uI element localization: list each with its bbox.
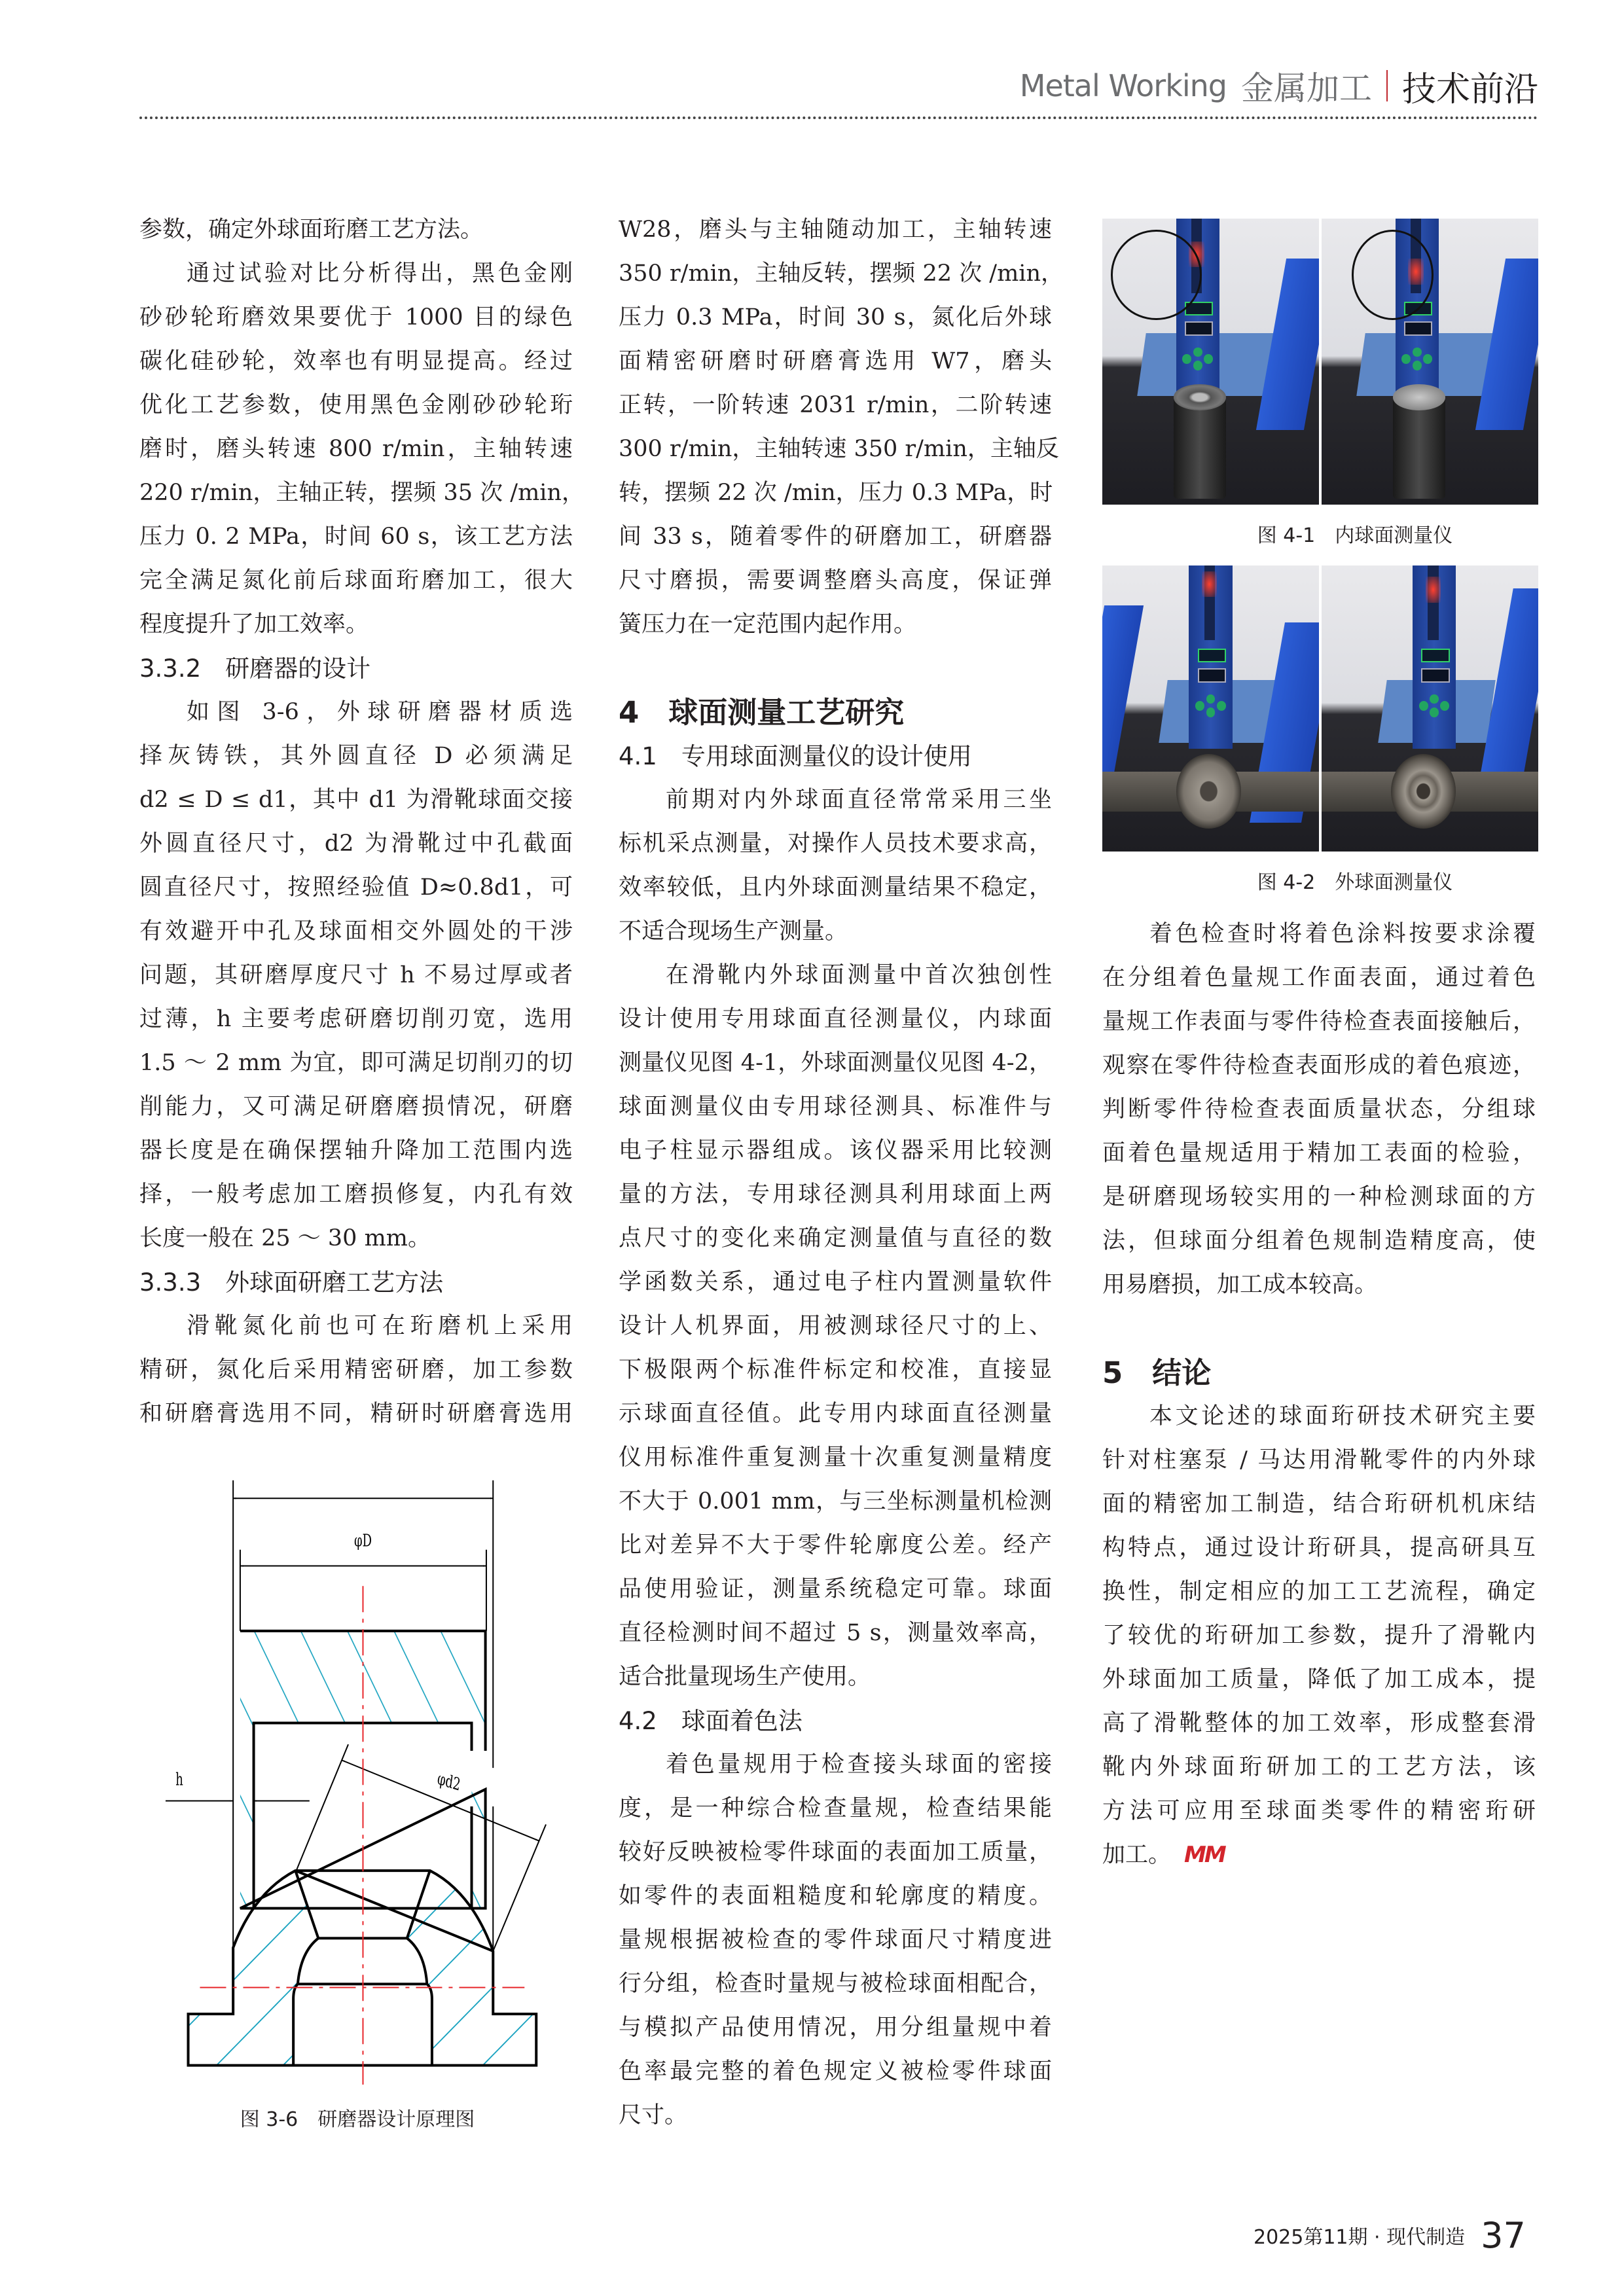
text-line: 过薄，h 主要考虑研磨切削刃宽，选用 bbox=[139, 1006, 573, 1032]
inner-sphere-gauge-photo-left bbox=[1102, 219, 1319, 505]
issue-info: 2025第11期 · 现代制造 bbox=[1254, 2226, 1466, 2249]
figure-4-1-caption: 图 4-1 内球面测量仪 bbox=[1257, 524, 1453, 547]
text-column-1 bbox=[139, 208, 585, 1436]
text-line: 设计人机界面，用被测球径尺寸的上、 bbox=[619, 1313, 1052, 1339]
text-line: 针对柱塞泵 / 马达用滑靴零件的内外球 bbox=[1102, 1447, 1536, 1473]
text-line: 面着色量规适用于精加工表面的检验， bbox=[1102, 1140, 1536, 1166]
text-line: 精研，氮化后采用精密研磨，加工参数 bbox=[139, 1357, 573, 1383]
paragraph bbox=[1102, 912, 1536, 1307]
text-line: 程度提升了加工效率。 bbox=[139, 611, 369, 637]
text-line: 仪用标准件重复测量十次重复测量精度 bbox=[619, 1444, 1052, 1471]
text-line: 着色检查时将着色涂料按要求涂覆 bbox=[1149, 921, 1536, 947]
spacer bbox=[619, 647, 1052, 691]
text-line: 量的方法，专用球径测具利用球面上两 bbox=[619, 1181, 1052, 1208]
text-line: 直径检测时间不超过 5 s，测量效率高， bbox=[619, 1620, 1052, 1646]
paragraph bbox=[619, 778, 1052, 954]
text-line: 效率较低，且内外球面测量结果不稳定， bbox=[619, 874, 1052, 901]
text-line: 判断零件待检查表面质量状态，分组球 bbox=[1102, 1096, 1536, 1122]
text-line: 适合批量现场生产使用。 bbox=[619, 1664, 871, 1690]
text-line: 圆直径尺寸，按照经验值 D≈0.8d1，可 bbox=[139, 874, 573, 901]
text-line: 簧压力在一定范围内起作用。 bbox=[619, 611, 917, 637]
text-line: 有效避开中孔及球面相交外圆处的干涉 bbox=[139, 918, 573, 944]
paragraph bbox=[619, 208, 1064, 647]
text-line: 正转，一阶转速 2031 r/min，二阶转速 bbox=[619, 392, 1052, 418]
text-line: 本文论述的球面珩研技术研究主要 bbox=[1149, 1403, 1536, 1429]
header-divider bbox=[1386, 70, 1388, 101]
text-line: 球面测量仪由专用球径测具、标准件与 bbox=[619, 1094, 1052, 1120]
paragraph bbox=[139, 252, 585, 647]
section-name: 技术前沿 bbox=[1401, 69, 1538, 109]
text-line: 量规工作表面与零件待检查表面接触后， bbox=[1102, 1009, 1536, 1035]
text-line: 下极限两个标准件标定和校准，直接显 bbox=[619, 1357, 1052, 1383]
text-line: 法，但球面分组着色规制造精度高，使 bbox=[1102, 1228, 1536, 1254]
text-line: 量规根据被检查的零件球面尺寸精度进 bbox=[619, 1927, 1052, 1953]
text-line: 在滑靴内外球面测量中首次独创性 bbox=[666, 962, 1052, 988]
text-line: 与模拟产品使用情况，用分组量规中着 bbox=[619, 2015, 1052, 2041]
text-line: 面精密研磨时研磨膏选用 W7，磨头 bbox=[619, 348, 1052, 374]
text-line: 是研磨现场较实用的一种检测球面的方 bbox=[1102, 1184, 1536, 1210]
text-line: 1.5 ～ 2 mm 为宜，即可满足切削刃的切 bbox=[139, 1050, 573, 1076]
section-heading: 4 球面测量工艺研究 bbox=[619, 695, 905, 730]
text-line: 择灰铸铁，其外圆直径 D 必须满足 bbox=[139, 743, 573, 769]
text-line: 砂砂轮珩磨效果要优于 1000 目的绿色 bbox=[139, 304, 573, 331]
outer-sphere-gauge-photo-left bbox=[1102, 565, 1319, 852]
text-line: 如零件的表面粗糙度和轮廓度的精度。 bbox=[619, 1883, 1052, 1909]
text-line: 电子柱显示器组成。该仪器采用比较测 bbox=[619, 1138, 1052, 1164]
text-line: 测量仪见图 4-1，外球面测量仪见图 4-2， bbox=[619, 1050, 1052, 1076]
text-line: 加工。 MM bbox=[1102, 1833, 1536, 1877]
text-line: W28，磨头与主轴随动加工，主轴转速 bbox=[619, 217, 1052, 243]
spacer bbox=[1102, 1307, 1536, 1351]
text-line: 间 33 s，随着零件的研磨加工，研磨器 bbox=[619, 524, 1052, 550]
text-line: 换性，制定相应的加工工艺流程，确定 bbox=[1102, 1579, 1536, 1605]
text-line: 压力 0.3 MPa，时间 30 s，氮化后外球 bbox=[619, 304, 1052, 331]
text-line: 磨时，磨头转速 800 r/min，主轴转速 bbox=[139, 436, 573, 462]
figure-4-2-photo bbox=[1102, 565, 1538, 852]
paragraph bbox=[619, 1743, 1052, 2138]
text-line: 观察在零件待检查表面形成的着色痕迹， bbox=[1102, 1052, 1536, 1079]
text-line: 示球面直径值。此专用内球面直径测量 bbox=[619, 1401, 1052, 1427]
text-line: 设计使用专用球面直径测量仪，内球面 bbox=[619, 1006, 1052, 1032]
text-line: 着色量规用于检查接头球面的密接 bbox=[666, 1751, 1052, 1778]
text-line: 转，摆频 22 次 /min，压力 0.3 MPa，时 bbox=[619, 480, 1053, 506]
text-line: 碳化硅砂轮，效率也有明显提高。经过 bbox=[139, 348, 573, 374]
text-line: 色率最完整的着色规定义被检零件球面 bbox=[619, 2058, 1052, 2085]
text-line: 压力 0. 2 MPa，时间 60 s，该工艺方法 bbox=[139, 524, 573, 550]
text-line: 如图 3-6，外球研磨器材质选 bbox=[187, 699, 573, 725]
footer bbox=[1254, 2212, 1526, 2258]
header-dotted-rule bbox=[139, 117, 1538, 119]
text-line: 靴内外球面珩研加工的工艺方法，该 bbox=[1102, 1754, 1536, 1780]
text-line: 完全满足氮化前后球面珩磨加工，很大 bbox=[139, 567, 573, 594]
paragraph bbox=[139, 1304, 573, 1436]
text-line: 度，是一种综合检查量规，检查结果能 bbox=[619, 1795, 1052, 1821]
figure-3-6-lapper-drawing bbox=[131, 1473, 589, 2140]
inner-sphere-gauge-photo-right bbox=[1322, 219, 1538, 505]
text-line: 在分组着色量规工作面表面，通过着色 bbox=[1102, 965, 1536, 991]
subsection-heading: 4.2 球面着色法 bbox=[619, 1707, 803, 1735]
figure-4-2-caption: 图 4-2 外球面测量仪 bbox=[1257, 871, 1453, 894]
text-line: 高了滑靴整体的加工效率，形成整套滑 bbox=[1102, 1710, 1536, 1736]
text-line: 参数，确定外球面珩磨工艺方法。 bbox=[139, 217, 484, 243]
text-line: 长度一般在 25 ～ 30 mm。 bbox=[139, 1225, 431, 1251]
text-line: 350 r/min，主轴反转，摆频 22 次 /min， bbox=[619, 260, 1064, 287]
text-line: 品使用验证，测量系统稳定可靠。球面 bbox=[619, 1576, 1052, 1602]
text-line: 不适合现场生产测量。 bbox=[619, 918, 848, 944]
subsection-heading: 4.1 专用球面测量仪的设计使用 bbox=[619, 742, 972, 770]
end-mark-logo: MM bbox=[1184, 1842, 1225, 1868]
text-line: 较好反映被检零件球面的表面加工质量， bbox=[619, 1839, 1052, 1865]
text-line: 外球面加工质量，降低了加工成本，提 bbox=[1102, 1666, 1536, 1693]
label-phi-d2: φd2 bbox=[436, 1768, 462, 1795]
text-line: d2 ≤ D ≤ d1，其中 d1 为滑靴球面交接 bbox=[139, 787, 573, 813]
paragraph bbox=[1102, 1395, 1536, 1877]
text-line: 标机采点测量，对操作人员技术要求高， bbox=[619, 831, 1052, 857]
section-heading: 5 结论 bbox=[1102, 1355, 1212, 1390]
text-column-3 bbox=[1102, 912, 1536, 1877]
text-line: 300 r/min，主轴转速 350 r/min，主轴反 bbox=[619, 436, 1059, 462]
subsection-heading: 3.3.3 外球面研磨工艺方法 bbox=[139, 1268, 444, 1297]
figure-4-1-photo bbox=[1102, 219, 1538, 505]
magazine-name-en: Metal Working bbox=[1019, 68, 1227, 103]
text-line: 削能力，又可满足研磨磨损情况，研磨 bbox=[139, 1094, 573, 1120]
text-line: 了较优的珩研加工参数，提升了滑靴内 bbox=[1102, 1623, 1536, 1649]
text-line: 行分组，检查时量规与被检球面相配合， bbox=[619, 1971, 1052, 1997]
text-line: 220 r/min，主轴正转，摆频 35 次 /min， bbox=[139, 480, 585, 506]
text-line: 方法可应用至球面类零件的精密珩研 bbox=[1102, 1798, 1536, 1824]
running-header bbox=[1020, 63, 1538, 109]
text-line: 外圆直径尺寸，d2 为滑靴过中孔截面 bbox=[139, 831, 573, 857]
text-line: 问题，其研磨厚度尺寸 h 不易过厚或者 bbox=[139, 962, 573, 988]
text-line: 器长度是在确保摆轴升降加工范围内选 bbox=[139, 1138, 573, 1164]
label-h: h bbox=[175, 1769, 183, 1790]
subsection-heading: 3.3.2 研磨器的设计 bbox=[139, 655, 371, 683]
text-line: 比对差异不大于零件轮廓度公差。经产 bbox=[619, 1532, 1052, 1558]
text-line: 通过试验对比分析得出，黑色金刚 bbox=[187, 260, 573, 287]
text-column-2 bbox=[619, 208, 1064, 2138]
text-line: 优化工艺参数，使用黑色金刚砂砂轮珩 bbox=[139, 392, 573, 418]
figure-3-6-caption: 图 3-6 研磨器设计原理图 bbox=[240, 2108, 475, 2131]
outer-sphere-gauge-photo-right bbox=[1322, 565, 1538, 852]
text-line: 前期对内外球面直径常常采用三坐 bbox=[666, 787, 1052, 813]
text-line: 学函数关系，通过电子柱内置测量软件 bbox=[619, 1269, 1052, 1295]
magazine-name-cn: 金属加工 bbox=[1240, 69, 1372, 107]
paragraph bbox=[619, 954, 1052, 1699]
text-line: 和研磨膏选用不同，精研时研磨膏选用 bbox=[139, 1401, 573, 1427]
text-line: 尺寸。 bbox=[619, 2102, 688, 2128]
text-line: 点尺寸的变化来确定测量值与直径的数 bbox=[619, 1225, 1052, 1251]
text-line: 用易磨损，加工成本较高。 bbox=[1102, 1272, 1378, 1298]
text-line: 滑靴氮化前也可在珩磨机上采用 bbox=[187, 1313, 573, 1339]
text-line: 构特点，通过设计珩研具，提高研具互 bbox=[1102, 1535, 1536, 1561]
label-phi-D: φD bbox=[354, 1531, 372, 1551]
text-line: 面的精密加工制造，结合珩研机机床结 bbox=[1102, 1491, 1536, 1517]
text-line: 尺寸磨损，需要调整磨头高度，保证弹 bbox=[619, 567, 1052, 594]
paragraph bbox=[139, 691, 573, 1261]
page-number: 37 bbox=[1481, 2214, 1526, 2256]
text-line: 择，一般考虑加工磨损修复，内孔有效 bbox=[139, 1181, 573, 1208]
paragraph bbox=[139, 208, 573, 252]
text-line: 不大于 0.001 mm，与三坐标测量机检测 bbox=[619, 1488, 1052, 1515]
